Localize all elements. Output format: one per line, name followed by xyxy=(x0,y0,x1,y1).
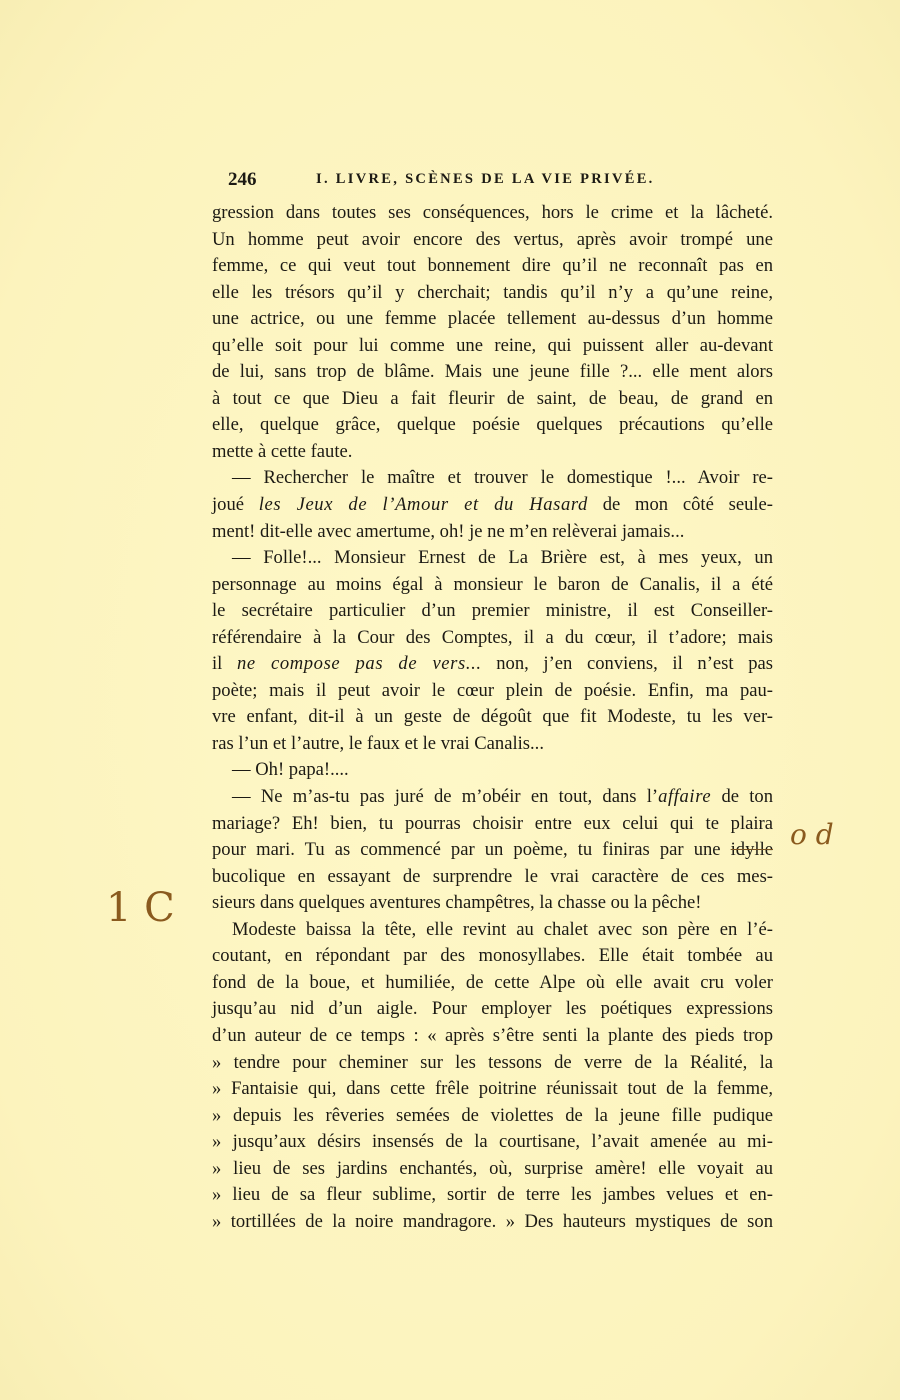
text-segment: — Oh! papa!.... xyxy=(232,759,349,781)
page-number: 246 xyxy=(228,169,257,190)
text-line xyxy=(212,1129,773,1156)
text-line xyxy=(212,704,773,731)
text-segment: référendaire à la Cour des Comptes, il a du cœur, il t’adore; mais xyxy=(212,626,773,648)
text-segment: vre enfant, dit-il à un geste de dégoût que fit Modeste, tu les ver- xyxy=(212,706,773,728)
text-line xyxy=(212,545,773,572)
text-line xyxy=(212,572,773,599)
text-segment: Un homme peut avoir encore des vertus, après avoir trompé une xyxy=(212,228,773,250)
text-segment: de lui, sans trop de blâme. Mais une jeune fille ?... elle ment alors xyxy=(212,361,773,383)
text-line xyxy=(212,439,773,466)
text-line xyxy=(212,1156,773,1183)
text-line xyxy=(212,890,773,917)
text-line xyxy=(212,1103,773,1130)
italic-text: les Jeux de l’Amour et du Hasard xyxy=(258,494,588,516)
text-segment: Modeste baissa la tête, elle revint au chalet avec son père en l’é- xyxy=(232,918,773,940)
text-segment: » lieu de sa fleur sublime, sortir de terre les jambes velues et en- xyxy=(212,1184,773,1206)
text-segment: — Ne m’as-tu pas juré de m’obéir en tout, dans l’ xyxy=(232,786,659,808)
text-segment: » jusqu’aux désirs insensés de la courtisane, l’avait amenée au mi- xyxy=(212,1131,773,1153)
text-segment: elle les trésors qu’il y cherchait; tandis qu’il n’y a qu’une reine, xyxy=(212,281,773,303)
text-segment: gression dans toutes ses conséquences, hors le crime et la lâcheté. xyxy=(212,202,773,223)
running-title: I. LIVRE, SCÈNES DE LA VIE PRIVÉE. xyxy=(316,171,655,187)
text-line xyxy=(212,412,773,439)
struck-word: idylle xyxy=(730,839,773,861)
text-segment: d’un auteur de ce temps : « après s’être senti la plante des pieds trop xyxy=(212,1024,773,1046)
text-segment: à tout ce que Dieu a fait fleurir de saint, de beau, de grand en xyxy=(212,387,773,409)
text-segment: — Folle!... Monsieur Ernest de La Brière est, à mes yeux, un xyxy=(232,547,773,569)
text-line xyxy=(212,837,773,864)
text-segment: personnage au moins égal à monsieur le baron de Canalis, il a été xyxy=(212,573,773,595)
italic-text: ne compose pas de vers... xyxy=(237,653,482,675)
text-segment: » depuis les rêveries semées de violettes de la jeune fille pudique xyxy=(212,1104,773,1126)
text-line xyxy=(212,917,773,944)
page-header xyxy=(212,169,674,193)
text-line xyxy=(212,996,773,1023)
text-line xyxy=(212,864,773,891)
handwritten-margin-note-left: 1 C xyxy=(106,885,175,931)
text-segment: ras l’un et l’autre, le faux et le vrai Canalis... xyxy=(212,732,544,754)
text-line xyxy=(212,678,773,705)
text-segment: pour mari. Tu as commencé par un poème, tu finiras par une xyxy=(212,839,731,861)
text-segment: qu’elle soit pour lui comme une reine, qui puissent aller au-devant xyxy=(212,334,773,356)
handwritten-margin-note-right: o d xyxy=(790,818,834,851)
text-line xyxy=(212,1050,773,1077)
text-line xyxy=(212,943,773,970)
text-segment: joué xyxy=(212,494,259,516)
text-segment: » Fantaisie qui, dans cette frêle poitrine réunissait tout de la femme, xyxy=(212,1078,773,1100)
text-line xyxy=(212,625,773,652)
text-line xyxy=(212,811,773,838)
text-segment: coutant, en répondant par des monosyllabes. Elle était tombée au xyxy=(212,945,773,967)
text-segment: le secrétaire particulier d’un premier ministre, il est Conseiller- xyxy=(212,600,773,622)
text-line xyxy=(212,970,773,997)
text-line xyxy=(212,227,773,254)
text-line xyxy=(212,1182,773,1209)
text-line xyxy=(212,386,773,413)
text-line xyxy=(212,465,773,492)
text-segment: — Rechercher le maître et trouver le domestique !... Avoir re- xyxy=(232,467,773,489)
text-line xyxy=(212,651,773,678)
text-segment: » lieu de ses jardins enchantés, où, surprise amère! elle voyait au xyxy=(212,1157,773,1179)
text-segment: sieurs dans quelques aventures champêtres, la chasse ou la pêche! xyxy=(212,892,702,914)
text-segment: jusqu’au nid d’un aigle. Pour employer les poétiques expressions xyxy=(212,998,773,1020)
text-segment: » tortillées de la noire mandragore. » Des hauteurs mystiques de son xyxy=(212,1210,773,1232)
text-segment: une actrice, ou une femme placée tellement au-dessus d’un homme xyxy=(212,308,773,330)
text-line xyxy=(212,280,773,307)
italic-text: affaire xyxy=(658,786,712,808)
text-line xyxy=(212,784,773,811)
text-segment: » tendre pour cheminer sur les tessons de verre de la Réalité, la xyxy=(212,1051,773,1073)
text-line xyxy=(212,757,773,784)
text-line xyxy=(212,492,773,519)
text-segment: elle, quelque grâce, quelque poésie quelques précautions qu’elle xyxy=(212,414,773,436)
text-segment: poète; mais il peut avoir le cœur plein de poésie. Enfin, ma pau- xyxy=(212,679,773,701)
text-line xyxy=(212,1023,773,1050)
text-segment: mariage? Eh! bien, tu pourras choisir entre eux celui qui te plaira xyxy=(212,812,773,834)
text-line xyxy=(212,253,773,280)
text-line xyxy=(212,1209,773,1236)
text-line xyxy=(212,359,773,386)
body-text xyxy=(212,200,773,1235)
text-line xyxy=(212,333,773,360)
text-segment: femme, ce qui veut tout bonnement dire qu’il ne reconnaît pas en xyxy=(212,255,773,277)
text-line xyxy=(212,1076,773,1103)
text-line xyxy=(212,200,773,227)
text-segment: fond de la boue, et humiliée, de cette Alpe où elle avait cru voler xyxy=(212,971,773,993)
text-segment: non, j’en conviens, il n’est pas xyxy=(481,653,773,675)
text-segment: il xyxy=(212,653,237,675)
text-segment: ment! dit-elle avec amertume, oh! je ne m’en relèverai jamais... xyxy=(212,520,685,542)
text-segment: mette à cette faute. xyxy=(212,440,353,462)
text-segment: de ton xyxy=(711,786,773,808)
text-segment: bucolique en essayant de surprendre le vrai caractère de ces mes- xyxy=(212,865,773,887)
text-line xyxy=(212,598,773,625)
text-line xyxy=(212,519,773,546)
text-segment: de mon côté seule- xyxy=(587,494,773,516)
text-line xyxy=(212,306,773,333)
text-line xyxy=(212,731,773,758)
